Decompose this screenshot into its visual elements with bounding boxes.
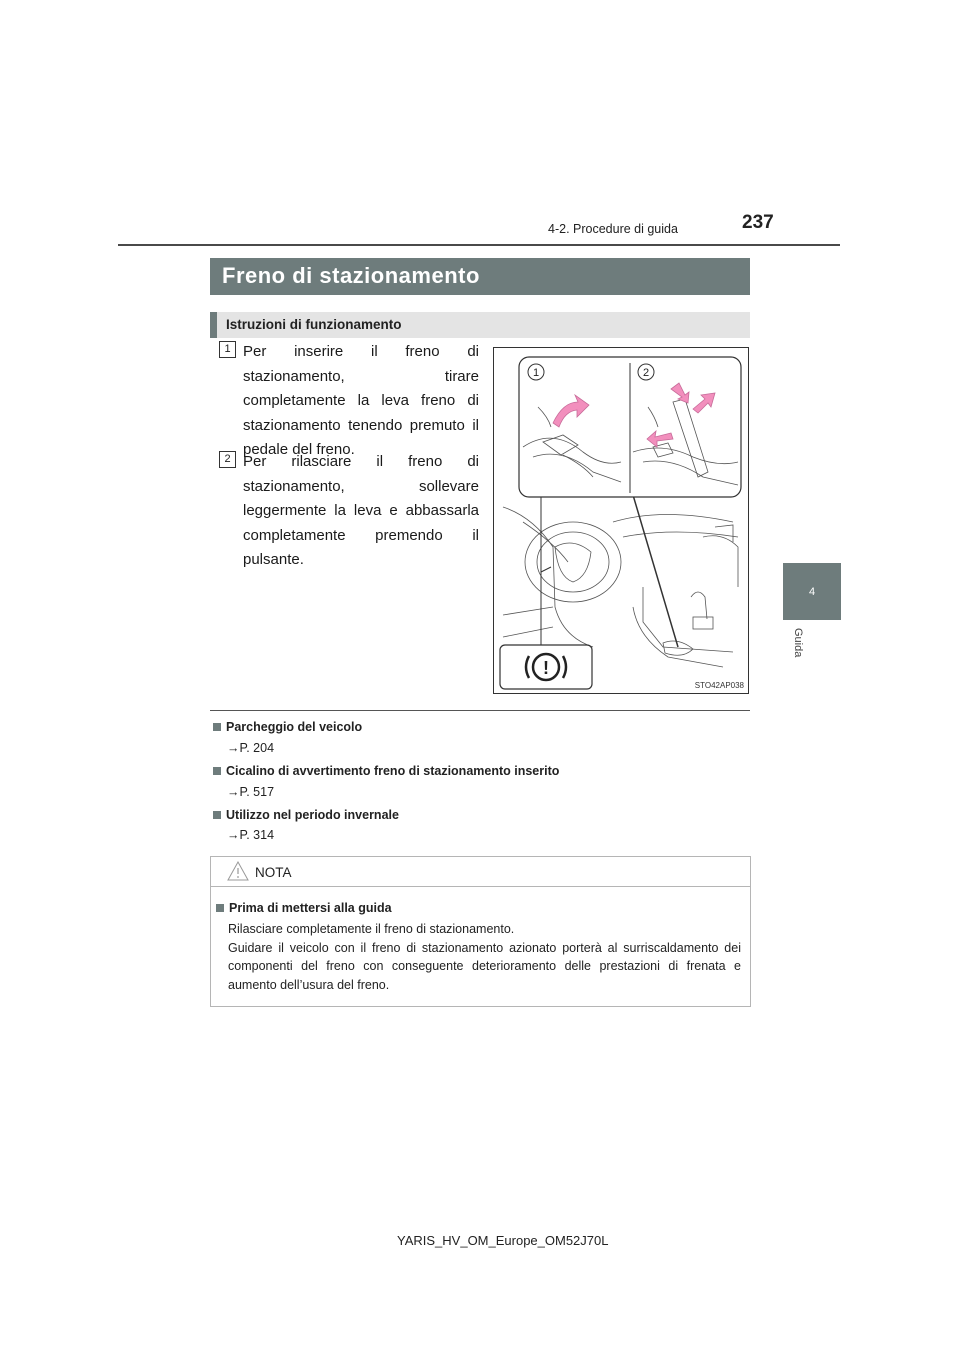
page-title: Freno di stazionamento (222, 263, 480, 288)
illustration-code: STO42AP038 (694, 681, 744, 690)
step-text-1: Per inserire il freno di stazionamento, tirare completamente la leva freno di stazionamento tenendo premuto il pedale del freno. (243, 343, 479, 458)
note-body-line-1: Rilasciare completamente il freno di stazionamento. (228, 922, 515, 936)
note-label: NOTA (255, 865, 292, 880)
caution-triangle-icon (227, 861, 249, 881)
info-ref-winter[interactable]: →P. 314 (227, 828, 275, 842)
callout-2-label: 2 (642, 367, 650, 379)
warning-exclamation: ! (543, 658, 549, 678)
step-number-1: 1 (219, 341, 236, 358)
note-heading: Prima di mettersi alla guida (216, 901, 392, 915)
note-box (210, 856, 751, 1007)
bullet-square-icon (213, 767, 221, 775)
page-title-banner (210, 258, 750, 295)
chapter-tab[interactable] (783, 563, 841, 620)
bullet-square-icon (213, 811, 221, 819)
page-number: 237 (742, 212, 774, 233)
chapter-label-container (790, 622, 830, 682)
callout-1-label: 1 (532, 367, 540, 379)
note-divider (211, 886, 750, 887)
step-number-2: 2 (219, 451, 236, 468)
step-text-2: Per rilasciare il freno di stazionamento, sollevare leggermente la leva e abbassarla completamente premendo il pulsante. (243, 453, 479, 568)
note-body (228, 920, 741, 994)
subsection-banner (210, 312, 750, 338)
bullet-square-icon (216, 904, 224, 912)
info-ref-parking[interactable]: →P. 204 (227, 741, 275, 755)
note-body-line-2: Guidare il veicolo con il freno di stazionamento azionato porterà al surriscaldamento dei componenti del freno con conseguente deterioramento delle prestazioni di frenata e aumento dell’usura del freno. (228, 940, 741, 992)
chapter-number: 4 (808, 585, 816, 598)
document-footer-id: YARIS_HV_OM_Europe_OM52J70L (397, 1233, 609, 1248)
parking-brake-illustration (493, 347, 749, 694)
chapter-label: Guida (792, 628, 804, 658)
section-divider (210, 710, 750, 711)
info-heading-winter: Utilizzo nel periodo invernale (213, 808, 399, 822)
info-heading-parking: Parcheggio del veicolo (213, 720, 362, 734)
bullet-square-icon (213, 723, 221, 731)
subsection-accent-bar (210, 312, 217, 338)
info-ref-buzzer[interactable]: →P. 517 (227, 785, 275, 799)
subsection-title: Istruzioni di funzionamento (226, 317, 402, 332)
header-rule (118, 244, 840, 246)
section-reference: 4-2. Procedure di guida (548, 222, 678, 236)
info-heading-buzzer: Cicalino di avvertimento freno di stazionamento inserito (213, 764, 559, 778)
